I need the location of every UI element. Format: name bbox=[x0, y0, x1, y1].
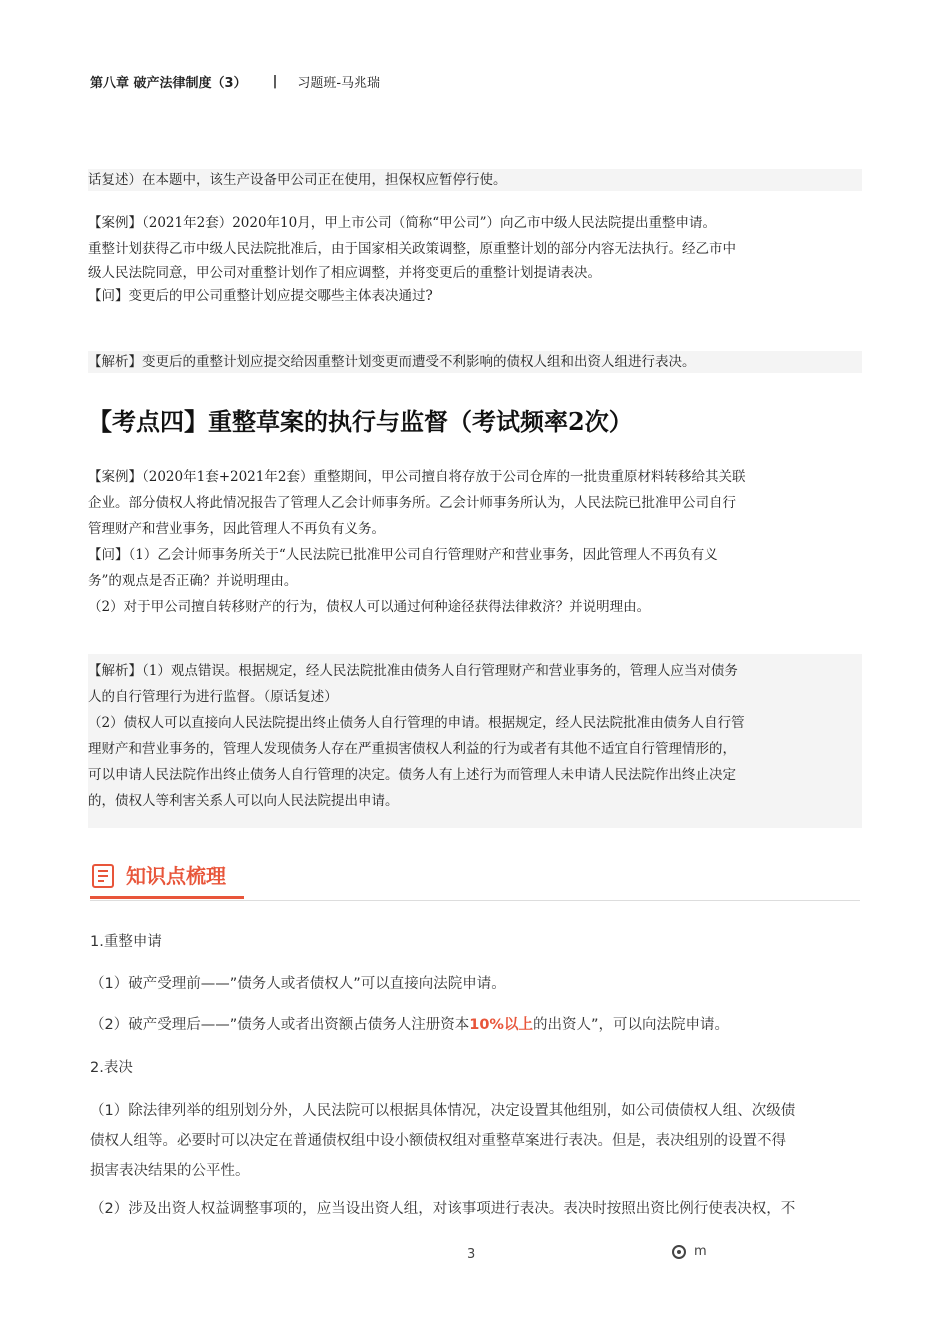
analysis-line: 可以申请人民法院作出终止债务人自行管理的决定。债务人有上述行为而管理人未申请人民法院作出终止决定 bbox=[88, 767, 736, 783]
footer-logo bbox=[672, 1244, 707, 1259]
previous-answer-tail bbox=[88, 169, 862, 191]
case-2-question: （2）对于甲公司擅自转移财产的行为，债权人可以通过何种途径获得法律救济？并说明理由。 bbox=[88, 599, 651, 615]
analysis-line: （2）债权人可以直接向人民法院提出终止债务人自行管理的申请。根据规定，经人民法院批准由债务人自行管 bbox=[88, 715, 745, 731]
case-2 bbox=[88, 464, 862, 620]
analysis-line: 理财产和营业事务的，管理人发现债务人存在严重损害债权人利益的行为或者有其他不适宜自行管理情形的， bbox=[88, 741, 736, 757]
case-2-line: 企业。部分债权人将此情况报告了管理人乙会计师事务所。乙会计师事务所认为，人民法院已批准甲公司自行 bbox=[88, 495, 736, 511]
text-segment: （2）破产受理后——”债务人或者出资额占债务人注册资本 bbox=[90, 1017, 470, 1033]
item-2-paragraph-1 bbox=[90, 1096, 862, 1186]
header-separator: | bbox=[272, 74, 278, 89]
case-1-line: 级人民法院同意，甲公司对重整计划作了相应调整，并将变更后的重整计划提请表决。 bbox=[88, 265, 601, 281]
case-2-question: 【问】（1）乙会计师事务所关于“人民法院已批准甲公司自行管理财产和营业事务，因此管理人不再负有义 bbox=[88, 547, 718, 563]
case-2-line: 【案例】（2020年1套+2021年2套）重整期间，甲公司擅自将存放于公司仓库的一批贵重原材料转移给其关联 bbox=[88, 469, 746, 485]
analysis-line: 【解析】（1）观点错误。根据规定，经人民法院批准由债务人自行管理财产和营业事务的，管理人应当对债务 bbox=[88, 663, 738, 679]
item-1-paragraph-1: （1）破产受理前——”债务人或者债权人”可以直接向法院申请。 bbox=[90, 976, 506, 992]
item-2-title: 2.表决 bbox=[90, 1060, 133, 1076]
analysis-line: 【解析】变更后的重整计划应提交给因重整计划变更而遭受不利影响的债权人组和出资人组进行表决。 bbox=[88, 354, 696, 370]
highlight-text: 10%以上 bbox=[469, 1017, 533, 1033]
page-header bbox=[90, 72, 380, 91]
item-1-title: 1.重整申请 bbox=[90, 934, 162, 950]
chapter-title: 第八章 破产法律制度（3） bbox=[90, 76, 247, 91]
case-1-line: 【案例】（2021年2套）2020年10月，甲上市公司（简称“甲公司”）向乙市中级人民法院提出重整申请。 bbox=[88, 215, 717, 231]
page-number: 3 bbox=[467, 1247, 476, 1262]
case-1-analysis bbox=[88, 351, 862, 373]
text-segment: 的出资人”，可以向法院申请。 bbox=[532, 1017, 729, 1033]
analysis-line: 的，债权人等利害关系人可以向人民法院提出申请。 bbox=[88, 793, 399, 809]
knowledge-title: 知识点梳理 bbox=[126, 864, 226, 888]
case-2-line: 管理财产和营业事务，因此管理人不再负有义务。 bbox=[88, 521, 385, 537]
knowledge-header bbox=[90, 856, 860, 901]
logo-text: m bbox=[694, 1244, 707, 1259]
text-line: 话复述）在本题中，该生产设备甲公司正在使用，担保权应暂停行使。 bbox=[88, 172, 507, 188]
text-line: 债权人组等。必要时可以决定在普通债权组中设小额债权组对重整草案进行表决。但是，表决组别的设置不得 bbox=[90, 1133, 786, 1149]
item-1-paragraph-2 bbox=[90, 1013, 862, 1034]
text-line: 损害表决结果的公平性。 bbox=[90, 1163, 250, 1179]
text-line: （1）除法律列举的组别划分外，人民法院可以根据具体情况，决定设置其他组别，如公司债债权人组、次级债 bbox=[90, 1103, 796, 1119]
item-2-paragraph-2: （2）涉及出资人权益调整事项的，应当设出资人组，对该事项进行表决。表决时按照出资比例行使表决权，不 bbox=[90, 1201, 796, 1217]
case-1-question: 【问】变更后的甲公司重整计划应提交哪些主体表决通过? bbox=[88, 288, 433, 304]
case-1-line: 重整计划获得乙市中级人民法院批准后，由于国家相关政策调整，原重整计划的部分内容无法执行。经乙市中 bbox=[88, 241, 736, 257]
course-name: 习题班-马兆瑞 bbox=[297, 76, 381, 91]
analysis-line: 人的自行管理行为进行监督。（原话复述） bbox=[88, 689, 338, 705]
section-title: 【考点四】重整草案的执行与监督（考试频率2次） bbox=[88, 407, 633, 436]
case-2-analysis bbox=[88, 654, 862, 828]
case-1 bbox=[88, 210, 862, 308]
case-2-question: 务”的观点是否正确？并说明理由。 bbox=[88, 573, 298, 589]
logo-icon bbox=[672, 1245, 686, 1259]
title-underline bbox=[90, 896, 244, 899]
list-icon bbox=[92, 864, 114, 888]
